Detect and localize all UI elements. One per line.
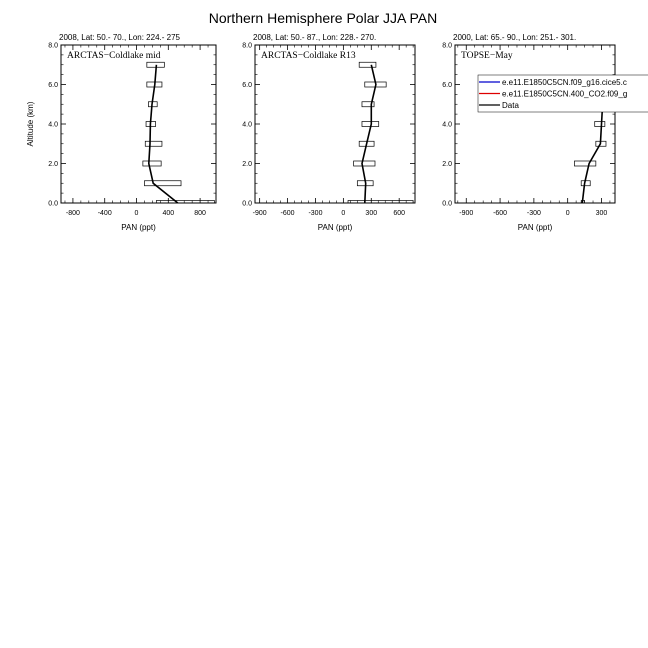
y-tick-label: 6.0: [442, 82, 452, 89]
x-tick-label: -300: [308, 210, 323, 217]
panel-subtitle: 2000, Lat: 65.- 90., Lon: 251.- 301.: [453, 33, 577, 42]
chart-panels: [26, 33, 648, 232]
legend-entry: e.e11.E1850C5CN.f09_g16.cice5.c: [502, 78, 627, 87]
data-range-box: [359, 62, 376, 67]
x-tick-label: -600: [493, 210, 508, 217]
legend-entry: Data: [502, 101, 519, 110]
x-tick-label: -900: [459, 210, 474, 217]
y-tick-label: 8.0: [242, 42, 252, 50]
y-tick-label: 0.0: [242, 200, 252, 208]
panel-subtitle: 2008, Lat: 50.- 70., Lon: 224.- 275: [59, 33, 180, 42]
y-tick-label: 0.0: [442, 200, 452, 208]
data-range-box: [595, 122, 605, 127]
y-tick-label: 6.0: [48, 82, 58, 89]
x-tick-label: 0: [134, 210, 139, 217]
y-tick-label: 2.0: [48, 161, 58, 168]
figure-title: Northern Hemisphere Polar JJA PAN: [208, 10, 438, 26]
x-tick-label: -900: [252, 210, 267, 217]
x-tick-label: 0: [341, 210, 346, 217]
x-tick-label: 800: [194, 210, 206, 217]
x-tick-label: 600: [393, 210, 406, 217]
x-axis-label: PAN (ppt): [517, 223, 553, 232]
chart-panel-2: [242, 33, 415, 232]
series-line: [149, 65, 178, 203]
x-tick-label: -400: [97, 210, 112, 217]
chart-panel-3: [442, 33, 648, 232]
x-tick-label: 400: [162, 210, 175, 217]
y-tick-label: 2.0: [242, 161, 252, 168]
data-range-box: [354, 161, 375, 166]
y-axis-label: Altitude (km): [26, 101, 35, 147]
y-tick-label: 4.0: [242, 121, 252, 129]
plot-frame: [61, 45, 216, 203]
data-range-box: [144, 181, 181, 186]
x-axis-label: PAN (ppt): [317, 223, 353, 232]
data-layer: [348, 62, 413, 205]
panel-inset-label: ARCTAS−Coldlake mid: [67, 51, 161, 61]
x-tick-label: 300: [365, 210, 378, 217]
x-axis-label: PAN (ppt): [121, 223, 156, 232]
data-layer: [143, 62, 215, 205]
plot-frame: [455, 45, 615, 203]
y-tick-label: 6.0: [242, 82, 252, 89]
panel-inset-label: ARCTAS−Coldlake R13: [261, 51, 356, 61]
legend-entry: e.e11.E1850C5CN.400_CO2.f09_g: [502, 89, 628, 99]
panel-subtitle: 2008, Lat: 50.- 87., Lon: 228.- 270.: [253, 33, 377, 42]
x-tick-label: -800: [65, 210, 80, 217]
y-tick-label: 2.0: [442, 161, 452, 168]
data-range-box: [574, 161, 595, 166]
series-line: [362, 65, 376, 203]
plot-frame: [255, 45, 415, 203]
panel-inset-label: TOPSE−May: [461, 51, 513, 61]
data-range-box: [143, 161, 161, 166]
legend: [478, 75, 648, 112]
x-tick-label: 0: [565, 210, 570, 217]
x-tick-label: -600: [280, 210, 295, 217]
y-tick-label: 8.0: [442, 42, 452, 50]
y-tick-label: 8.0: [48, 42, 58, 50]
y-tick-label: 4.0: [48, 121, 58, 129]
data-range-box: [145, 141, 162, 146]
x-tick-label: -300: [526, 210, 541, 217]
chart-panel-1: [26, 33, 216, 232]
y-tick-label: 0.0: [48, 200, 58, 208]
y-tick-label: 4.0: [442, 121, 452, 129]
x-tick-label: 300: [595, 210, 608, 217]
